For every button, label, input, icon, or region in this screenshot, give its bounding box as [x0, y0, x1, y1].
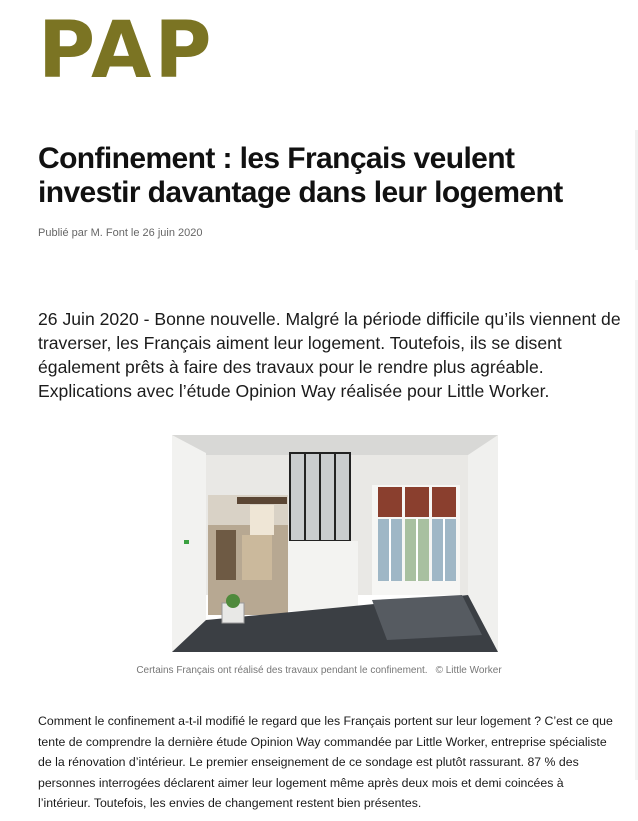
- pap-logo[interactable]: PAP: [38, 6, 215, 96]
- photo-caption: [0, 665, 638, 676]
- article-photo: [172, 435, 498, 652]
- article-title: Confinement : les Français veulent investir davantage dans leur logement: [38, 142, 563, 209]
- article-byline: Publié par M. Font le 26 juin 2020: [38, 227, 203, 239]
- article-body: Comment le confinement a-t-il modifié le regard que les Français portent sur leur logement ? C’est ce que tente de comprendre la dernière étude Opinion Way commandée par Little Worker, entreprise spécialiste de la rénovation d’intérieur. Le premier enseignement de ce sondage est plutôt rassurant. 87 % des personnes interrogées déclarent aimer leur logement même après deux mois et demi coincées à l’intérieur. Toutefois, les envies de changement restent bien présentes.: [38, 714, 613, 810]
- caption-text: Certains Français ont réalisé des travaux pendant le confinement.: [136, 665, 428, 676]
- article-lead: 26 Juin 2020 - Bonne nouvelle. Malgré la période difficile qu’ils viennent de traverser, les Français aiment leur logement. Toutefois, ils se disent également prêts à faire des travaux pour le rendre plus agréable. Explications avec l’étude Opinion Way réalisée pour Little Worker.: [38, 309, 621, 401]
- photo-credit: © Little Worker: [435, 665, 502, 676]
